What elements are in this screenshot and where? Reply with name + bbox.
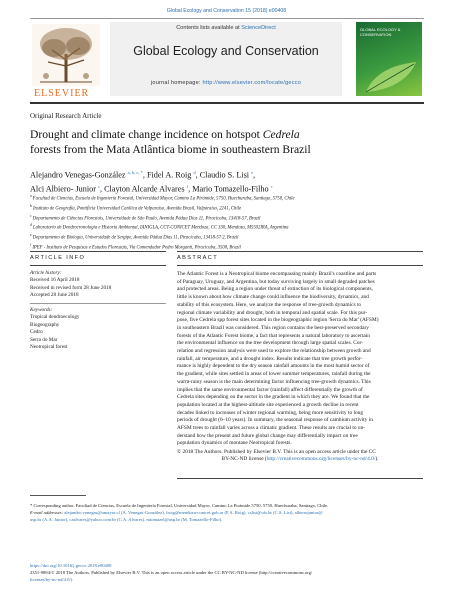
issn-license-link[interactable]: licenses/by-nc-nd/4.0/). [30,577,74,582]
journal-masthead [30,18,424,104]
abstract-body [177,271,423,464]
journal-cover-thumbnail [356,22,422,96]
affiliation-marker: c [30,213,32,218]
abstract-line: warm-rainy season is the main determining factor influencing tree-growth dynamics. This [177,378,371,385]
abstract-line: mance is highly dependent to the dry season rainfall amounts in the most humid sector of [177,363,370,370]
article-history [30,270,166,300]
keyword-item: Biogeography [30,321,60,328]
email-addresses-continued[interactable]: usp.br (A.A. Junior), caalvares@yahoo.com.br (C.A. Alvares), mtomazel@usp.br (M. Tomazello-Filho). [30,517,223,522]
author-affiliation-marker[interactable]: c [270,183,273,189]
title-line2-text: forests from the Mata Atlântica biome in southeastern Brazil [30,143,311,156]
author-affiliation-marker[interactable]: d [193,170,196,175]
abstract-heading: ABSTRACT [177,255,219,261]
abstract-line: rainfall, air temperature, and a drought index. Results indicate that tree growth perfor- [177,355,363,362]
affiliation-text: Departamento de Ciências Florestais, Universidade de São Paulo, Avenida Pádua Dias 11, Piracicaba, 13418-57, Brazil [32,216,261,222]
author-name[interactable]: Clayton Alcarde Alvares [104,184,185,194]
author-affiliation-marker[interactable]: c [98,183,100,189]
keywords-label: Keywords: [30,307,53,313]
keyword-item: Neotropical forest [30,344,68,351]
license-suffix: ). [375,456,379,463]
doi-link[interactable]: https://doi.org/10.1016/j.gecco.2018.e00408 [30,563,112,568]
article-info-heading-rule [30,265,166,266]
abstract-line: Cedrela sites depending on the sector in the gradient in which they are. We found that the [177,394,370,401]
affiliation-text: Facultad de Ciencias, Escuela de Ingeniería Forestal, Universidad Mayor, Camino La Pirámide, 5750, Huechuraba, Santiago, 5750, Chile [32,196,295,202]
abstract-line: periods of drought (6–10 years). In summary, the seasonal response of cambium activity in [177,417,373,424]
copyright-line: © 2018 The Authors. Published by Elsevier B.V. This is an open access article under the CC [177,448,376,455]
email-label: E-mail addresses: [30,510,64,515]
abstract-line: relation and regression analysis were used to explore the relationship between growth and [177,348,371,355]
abstract-line: little is known about how climate change could influence the biodiversity, dynamics, and [177,294,369,301]
footnote-rule [30,495,86,496]
running-head: Global Ecology and Conservation 15 (2018) e00408 [166,8,287,14]
history-item: Accepted 28 June 2018 [30,292,79,299]
article-history-label: Article history: [30,270,62,276]
affiliation-marker: e [30,233,32,238]
cover-leaf-icon [356,58,422,96]
affiliation-list [30,193,424,252]
abstract-line: the gradient, while sites settled in areas of lower summer temperatures, rainfall during the [177,371,371,378]
abstract-line: derstand how the present and future global change may differentially impact on tree [177,432,358,439]
author-separator: , [142,170,147,180]
masthead-top-rule [30,18,424,19]
keyword-item: Tropical dendroecology [30,314,80,321]
affiliation-text: Departamento de Biologia, Universidade de Sergipe, Avenida Pádua Dias 11, Piracicaba, 13418-57 2, Brazil [32,235,239,241]
abstract-line: regional climate variability and drought, both in temporal and spatial scale. For this pur- [177,309,368,316]
author-separator: , [253,170,256,180]
affiliation-marker: f [30,242,32,247]
abstract-line: of Paraguay, Uruguay, and Argentina, but today surviving largely in small degraded patches [177,278,375,285]
author-affiliation-marker[interactable]: a, b, c, * [127,170,143,175]
issn-license-line: 2351-9894/© 2018 The Authors. Published by Elsevier B.V. This is an open access article under the CC BY-NC-ND license (http://creativecommons.org/ [30,570,313,575]
keyword-item: Serra do Mar [30,336,58,343]
license-line [177,456,423,464]
license-link[interactable]: http://creativecommons.org/licenses/by-nc-nd/4.0/ [266,456,376,463]
abstract-line: The Atlantic Forest is a Neotropical biome encompassing mainly Brazil's coastline and parts [177,271,377,277]
affiliation-marker: d [30,223,32,228]
journal-homepage-link[interactable]: http://www.elsevier.com/locate/gecco [202,80,302,86]
journal-cover-text: GLOBAL ECOLOGY & CONSERVATION [360,27,401,37]
corresponding-author-note: * Corresponding author. Facultad de Ciencias, Escuela de Ingeniería Forestal, Universidad Mayor, Camino La Pirámide 5750, 5750, Huechuraba, Santiago, Chile. [30,503,329,508]
affiliation-text: Instituto de Geografía, Pontificia Universidad Católica de Valparaíso, Avenida Brasil, Valparaíso, 2241, Chile [32,206,242,212]
abstract-line: forests of the Atlantic Forest biome, a fact that represents a natural laboratory to ascertain [177,332,370,339]
journal-title: Global Ecology and Conservation [133,44,319,58]
abstract-line: in southeastern Brazil was considered. This region contains the best-preserved secondary [177,324,369,331]
abstract-line: pose, five Cedrela spp forest sites located in the biogeographic region 'Serra do Mar' (AFSM) [177,317,379,324]
email-line [30,509,424,516]
authors-line-1 [30,167,424,181]
affiliation-item [30,203,424,213]
affiliation-item [30,222,424,232]
author-affiliation-marker[interactable]: f [186,183,189,189]
author-separator: , [100,184,105,194]
abstract-heading-rule [177,265,423,266]
title-genus-italic: Cedrela [262,128,300,141]
abstract-line: population dynamics of montane Neotropical forests. [177,440,292,447]
author-separator: , [195,170,200,180]
article-info-heading: ARTICLE INFO [30,255,86,261]
author-name[interactable]: Mario Tomazello-Filho [192,184,269,194]
author-name[interactable]: Alci Albiero- Junior [30,184,96,194]
affiliation-text: Laboratorio de Dendrocronología e Historia Ambiental, IANIGLA, CCT-CONICET Mendoza, CC 330, Mendoza, M5502IRA, Argentina [32,225,289,231]
history-keywords-divider [30,303,166,304]
abstract-top-rule [177,251,423,252]
homepage-prefix: journal homepage: [150,80,203,86]
abstract-line: implies that the same environmental factor (rainfall) affect differentially the growth of [177,386,363,393]
license-prefix: BY-NC-ND license ( [221,456,267,463]
article-type: Original Research Article [30,112,102,120]
article-identifiers [30,562,424,583]
affiliation-text: IPEF - Instituto de Pesquisas e Estudos Florestais, Via Comendador Pedro Morganti, Piracicaba, 3500, Brazil [32,245,241,251]
contents-lists-line [110,25,342,31]
abstract-bottom-rule [177,478,423,479]
author-list [30,167,424,194]
article-title [30,127,424,157]
history-item: Received 16 April 2018 [30,277,80,284]
affiliation-item [30,213,424,223]
abstract-line: AFSM trees to rainfall varies across a climatic gradient. These results are crucial to un- [177,425,366,432]
keywords-block [30,307,166,351]
author-separator: , [188,184,193,194]
affiliation-item [30,193,424,203]
elsevier-tree-logo-icon [32,24,100,86]
email-addresses[interactable]: alejandro.venegas@umayor.cl (A. Venegas-González), froig@mendoza-conicet.gob.ar (F.A. Roig), cslisi@ufs.br (C.S. Lisi), albierojunior@ [64,510,323,515]
abstract-line: and protected areas. Being a region under threat of extinction of its biological components, [177,286,373,293]
affiliation-marker: a [30,194,32,198]
abstract-line: the environmental influence on the tree development through large spatial scales. Cor- [177,340,364,347]
abstract-line: decades linked to increases of winter regional warming, being more sensitivity to long [177,409,364,416]
masthead-bottom-rule [30,102,424,104]
sciencedirect-link[interactable]: ScienceDirect [241,25,276,31]
history-item: Received in revised form 28 June 2018 [30,284,112,291]
keyword-item: Cedro [30,329,43,336]
affiliation-marker: b [30,203,32,208]
author-name[interactable]: Alejandro Venegas-González [30,170,126,180]
footnotes [30,502,424,523]
article-info-top-rule [30,251,166,252]
affiliation-item [30,232,424,242]
author-name[interactable]: Claudio S. Lisi [199,170,250,180]
title-line1-text: Drought and climate change incidence on hotspot [30,128,263,141]
abstract-line: stability of this ecosystem. Here, we analyze the response of tree-growth dynamics to [177,301,362,308]
journal-homepage-line [110,80,342,86]
author-name[interactable]: Fidel A. Roig [146,170,192,180]
contents-prefix: Contents lists available at [176,25,242,31]
author-affiliation-marker[interactable]: e [251,170,254,175]
abstract-line: population located at the highest-altitude site experienced a growth decline in recent [177,401,359,408]
elsevier-wordmark: ELSEVIER [34,88,90,99]
masthead-center-panel [110,22,342,96]
